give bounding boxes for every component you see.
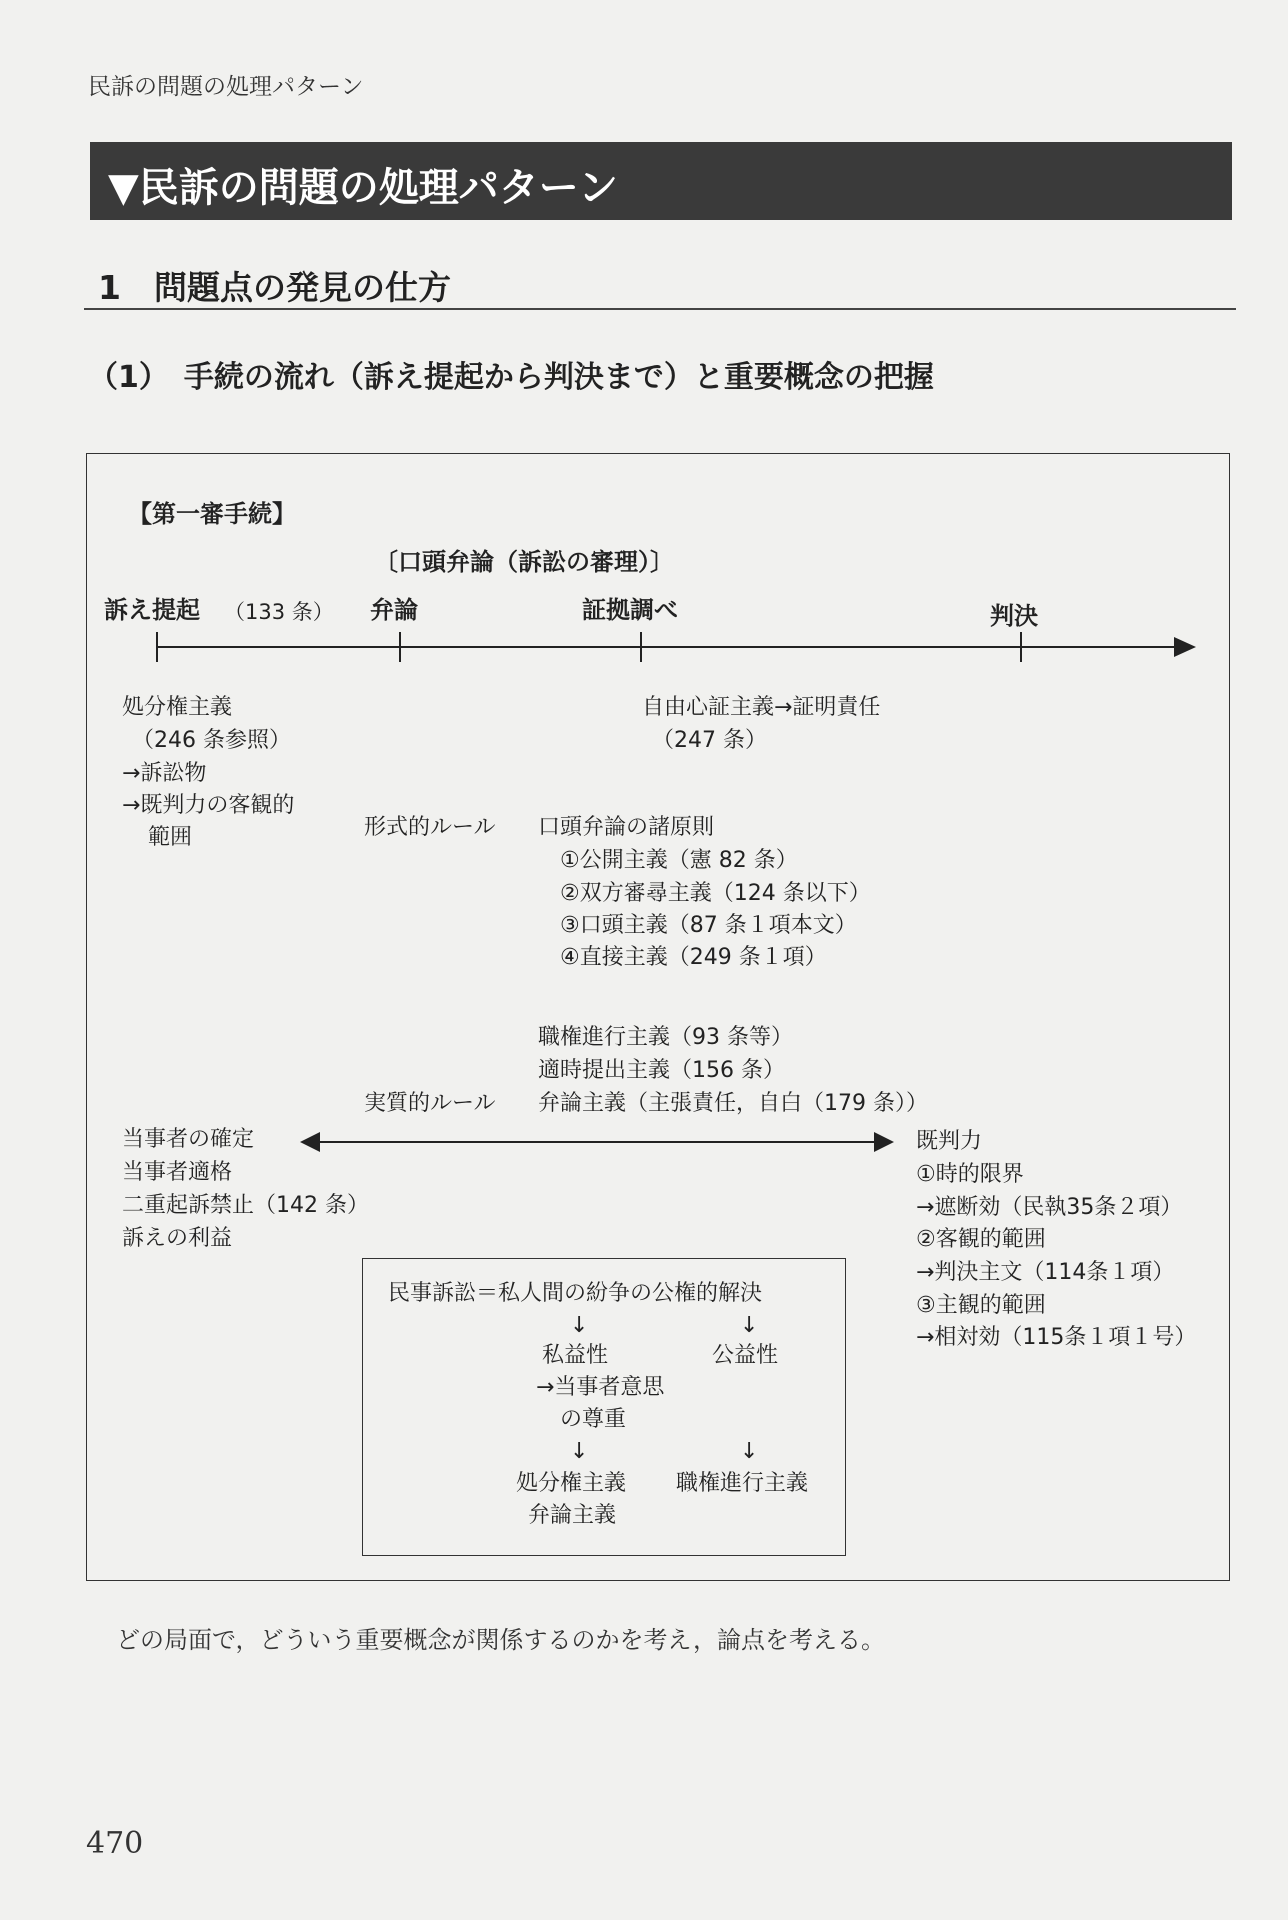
parties-line: 当事者の確定 bbox=[122, 1127, 255, 1152]
substantive-rules-label: 実質的ルール bbox=[364, 1091, 496, 1116]
private-detail-line: の尊重 bbox=[560, 1407, 627, 1432]
section-heading: 1 問題点の発見の仕方 bbox=[98, 268, 451, 307]
running-header: 民訴の問題の処理パターン bbox=[88, 74, 364, 100]
section-divider bbox=[84, 308, 1236, 310]
res-judicata-line: →遮断効（民執35条２項） bbox=[916, 1195, 1183, 1220]
formal-rules-heading: 口頭弁論の諸原則 bbox=[538, 815, 715, 840]
down-arrow-icon: ↓ bbox=[570, 1439, 589, 1464]
substantive-rule-item: 適時提出主義（156 条） bbox=[538, 1058, 785, 1083]
timeline-evidence: 証拠調べ bbox=[582, 596, 678, 624]
page-number: 470 bbox=[86, 1826, 144, 1861]
res-judicata-line: →判決主文（114条１項） bbox=[916, 1260, 1175, 1285]
formal-rule-item: ④直接主義（249 条１項） bbox=[560, 945, 827, 970]
private-detail-line: →当事者意思 bbox=[536, 1375, 665, 1400]
public-result-label: 職権進行主義 bbox=[676, 1471, 809, 1496]
substantive-rule-item: 弁論主義（主張責任，自白（179 条）） bbox=[538, 1091, 928, 1116]
formal-rule-item: ①公開主義（憲 82 条） bbox=[560, 848, 798, 873]
formal-rule-item: ②双方審尋主義（124 条以下） bbox=[560, 881, 871, 906]
timeline-filing-article: （133 条） bbox=[224, 600, 334, 624]
down-arrow-icon: ↓ bbox=[740, 1313, 759, 1338]
down-arrow-icon: ↓ bbox=[570, 1313, 589, 1338]
scope-arrowhead-right bbox=[874, 1132, 894, 1152]
sub-heading: （1） 手続の流れ（訴え提起から判決まで）と重要概念の把握 bbox=[88, 360, 934, 395]
down-arrow-icon: ↓ bbox=[740, 1439, 759, 1464]
res-judicata-line: ①時的限界 bbox=[916, 1162, 1024, 1187]
public-interest-label: 公益性 bbox=[712, 1343, 779, 1368]
disposition-result-line: 弁論主義 bbox=[528, 1503, 617, 1528]
timeline-line bbox=[156, 646, 1176, 648]
disposition-line: （246 条参照） bbox=[132, 728, 291, 753]
parties-line: 当事者適格 bbox=[122, 1160, 233, 1185]
free-evaluation-line: 自由心証主義→証明責任 bbox=[642, 695, 881, 720]
formal-rules-label: 形式的ルール bbox=[364, 815, 496, 840]
parties-line: 二重起訴禁止（142 条） bbox=[122, 1193, 369, 1218]
timeline-tick-judgment bbox=[1020, 632, 1022, 662]
scope-double-arrow bbox=[318, 1141, 878, 1143]
formal-rule-item: ③口頭主義（87 条１項本文） bbox=[560, 913, 857, 938]
disposition-line: →訴訟物 bbox=[122, 761, 207, 786]
page-title: ▼民訴の問題の処理パターン bbox=[108, 165, 618, 211]
timeline-judgment: 判決 bbox=[990, 602, 1038, 630]
substantive-rule-item: 職権進行主義（93 条等） bbox=[538, 1025, 793, 1050]
timeline-arrowhead bbox=[1174, 637, 1196, 657]
disposition-line: 範囲 bbox=[148, 825, 193, 850]
timeline-filing: 訴え提起 bbox=[104, 596, 200, 624]
disposition-result-line: 処分権主義 bbox=[516, 1471, 627, 1496]
res-judicata-line: →相対効（115条１項１号） bbox=[916, 1325, 1197, 1350]
scope-arrowhead-left bbox=[300, 1132, 320, 1152]
res-judicata-line: ③主観的範囲 bbox=[916, 1293, 1046, 1318]
first-instance-label: 【第一審手続】 bbox=[128, 500, 296, 528]
timeline-argument: 弁論 bbox=[370, 596, 418, 624]
timeline-tick-evidence bbox=[640, 632, 642, 662]
timeline-tick-argument bbox=[399, 632, 401, 662]
civil-procedure-definition: 民事訴訟＝私人間の紛争の公権的解決 bbox=[388, 1281, 763, 1306]
oral-argument-label: 〔口頭弁論（訴訟の審理）〕 bbox=[374, 548, 674, 576]
parties-line: 訴えの利益 bbox=[122, 1226, 233, 1251]
closing-note: どの局面で，どういう重要概念が関係するのかを考え，論点を考える。 bbox=[116, 1626, 885, 1654]
res-judicata-line: ②客観的範囲 bbox=[916, 1227, 1046, 1252]
private-interest-label: 私益性 bbox=[542, 1343, 609, 1368]
disposition-line: →既判力の客観的 bbox=[122, 793, 295, 818]
timeline-tick-filing bbox=[156, 632, 158, 662]
free-evaluation-line: （247 条） bbox=[652, 728, 767, 753]
disposition-line: 処分権主義 bbox=[122, 695, 233, 720]
res-judicata-line: 既判力 bbox=[916, 1129, 983, 1154]
